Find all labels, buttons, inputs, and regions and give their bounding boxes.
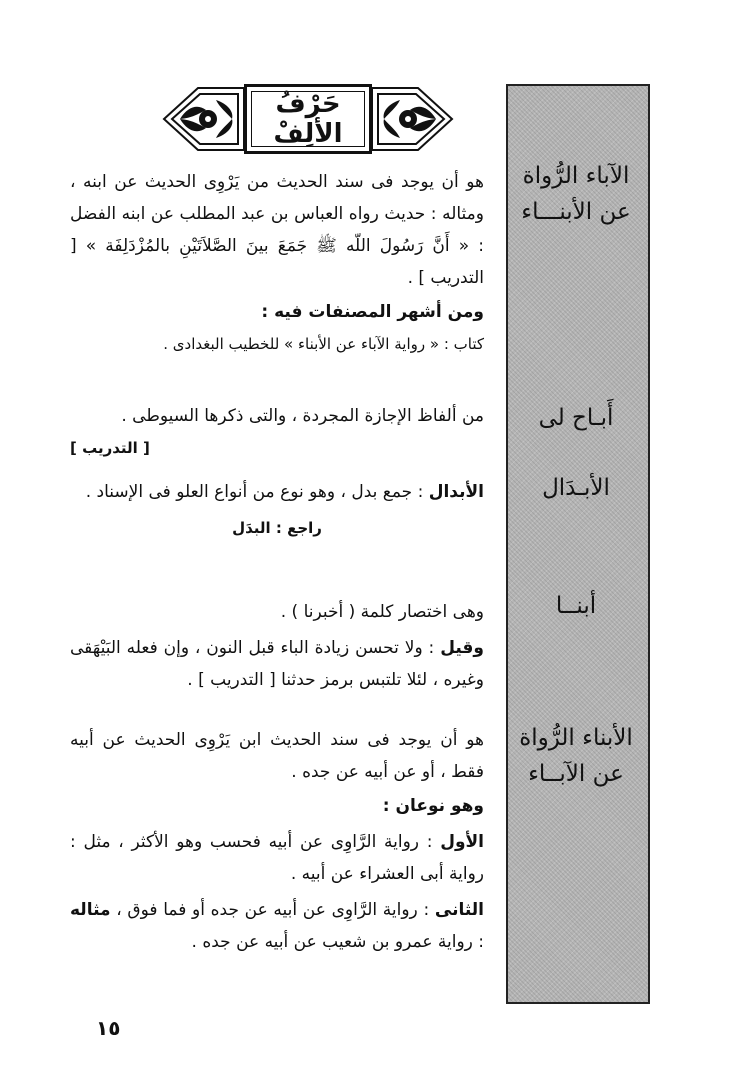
entry-type-first <box>70 826 484 890</box>
entry-example-text: : رواية عمرو بن شعيب عن أبيه عن جده . <box>191 932 484 952</box>
entry-note <box>70 632 484 696</box>
headword-abna-ruwat-an-aba: الأبناء الرُّواة عن الآبــاء <box>519 725 633 787</box>
entry-see-also: راجع : البدَل <box>232 519 322 537</box>
entry-definition: وهى اختصار كلمة ( أخبرنا ) . <box>280 602 484 622</box>
entry-first-text: : رواية الرَّاوِى عن أبيه فحسب وهو الأكثر ، مثل : رواية أبى العشراء عن أبيه . <box>70 832 484 884</box>
entry-aba-an-abna <box>70 166 484 360</box>
page-number: ١٥ <box>96 1016 121 1040</box>
entry-term: الأبدال <box>428 482 484 502</box>
headword-abdal: الأبـدَال <box>542 475 610 501</box>
entry-note-text: : ولا تحسن زيادة الباء قبل النون ، وإن فعله البَيْهَقى وغيره ، لئلا تلتبس برمز حدثنا [ التدريب ] . <box>70 638 484 690</box>
chapter-title-box <box>244 84 372 154</box>
entry-definition <box>70 476 484 508</box>
entry-definition: من ألفاظ الإجازة المجردة ، والتى ذكرها السيوطى . <box>121 406 484 426</box>
entry-type-second <box>70 894 484 958</box>
entry-example-label: مثاله <box>70 900 111 920</box>
chapter-title-line2: الألِفْ <box>273 119 343 149</box>
entry-abah-li <box>70 400 484 464</box>
entry-second-label: الثانى <box>434 900 484 920</box>
headword-sidebar <box>506 84 650 1004</box>
entry-book: كتاب : « رواية الآباء عن الأبناء » للخطيب البغدادى . <box>163 335 484 353</box>
entry-definition: هو أن يوجد فى سند الحديث من يَرْوِى الحديث عن ابنه ، ومثاله : حديث رواه العباس بن عبد المطلب عن ابنه الفضل : « أَنَّ رَسُولَ اللّه ﷺ جَمَعَ بينَ الصَّلاَتَيْنِ بالمُزْدَلِفَة » [ التدريب ] . <box>70 172 484 288</box>
entry-heading: وهو نوعان : <box>382 796 484 816</box>
entry-reference: [ التدريب ] <box>70 439 150 457</box>
headword-abna: أبنــا <box>555 593 597 619</box>
entry-text: : جمع بدل ، وهو نوع من أنواع العلو فى الإسناد . <box>85 482 424 502</box>
entry-heading: ومن أشهر المصنفات فيه : <box>261 302 484 322</box>
entry-second-text: : رواية الرَّاوِى عن أبيه عن جده أو فما فوق ، <box>116 900 430 920</box>
chapter-title-line1: حَرْفُ <box>275 89 341 119</box>
entry-first-label: الأول <box>440 832 484 852</box>
chapter-header <box>158 78 458 160</box>
entry-abna <box>70 596 484 696</box>
entry-abna-an-aba <box>70 724 484 958</box>
entry-definition: هو أن يوجد فى سند الحديث ابن يَرْوِى الحديث عن أبيه فقط ، أو عن أبيه عن جده . <box>70 730 484 782</box>
headword-abah-li: أَبـاح لى <box>538 405 614 431</box>
entry-abdal <box>70 476 484 544</box>
headword-aba-ruwat-an-abna: الآباء الرُّواة عن الأبنـــاء <box>521 163 631 225</box>
entry-qila-label: وقيل <box>440 638 484 658</box>
